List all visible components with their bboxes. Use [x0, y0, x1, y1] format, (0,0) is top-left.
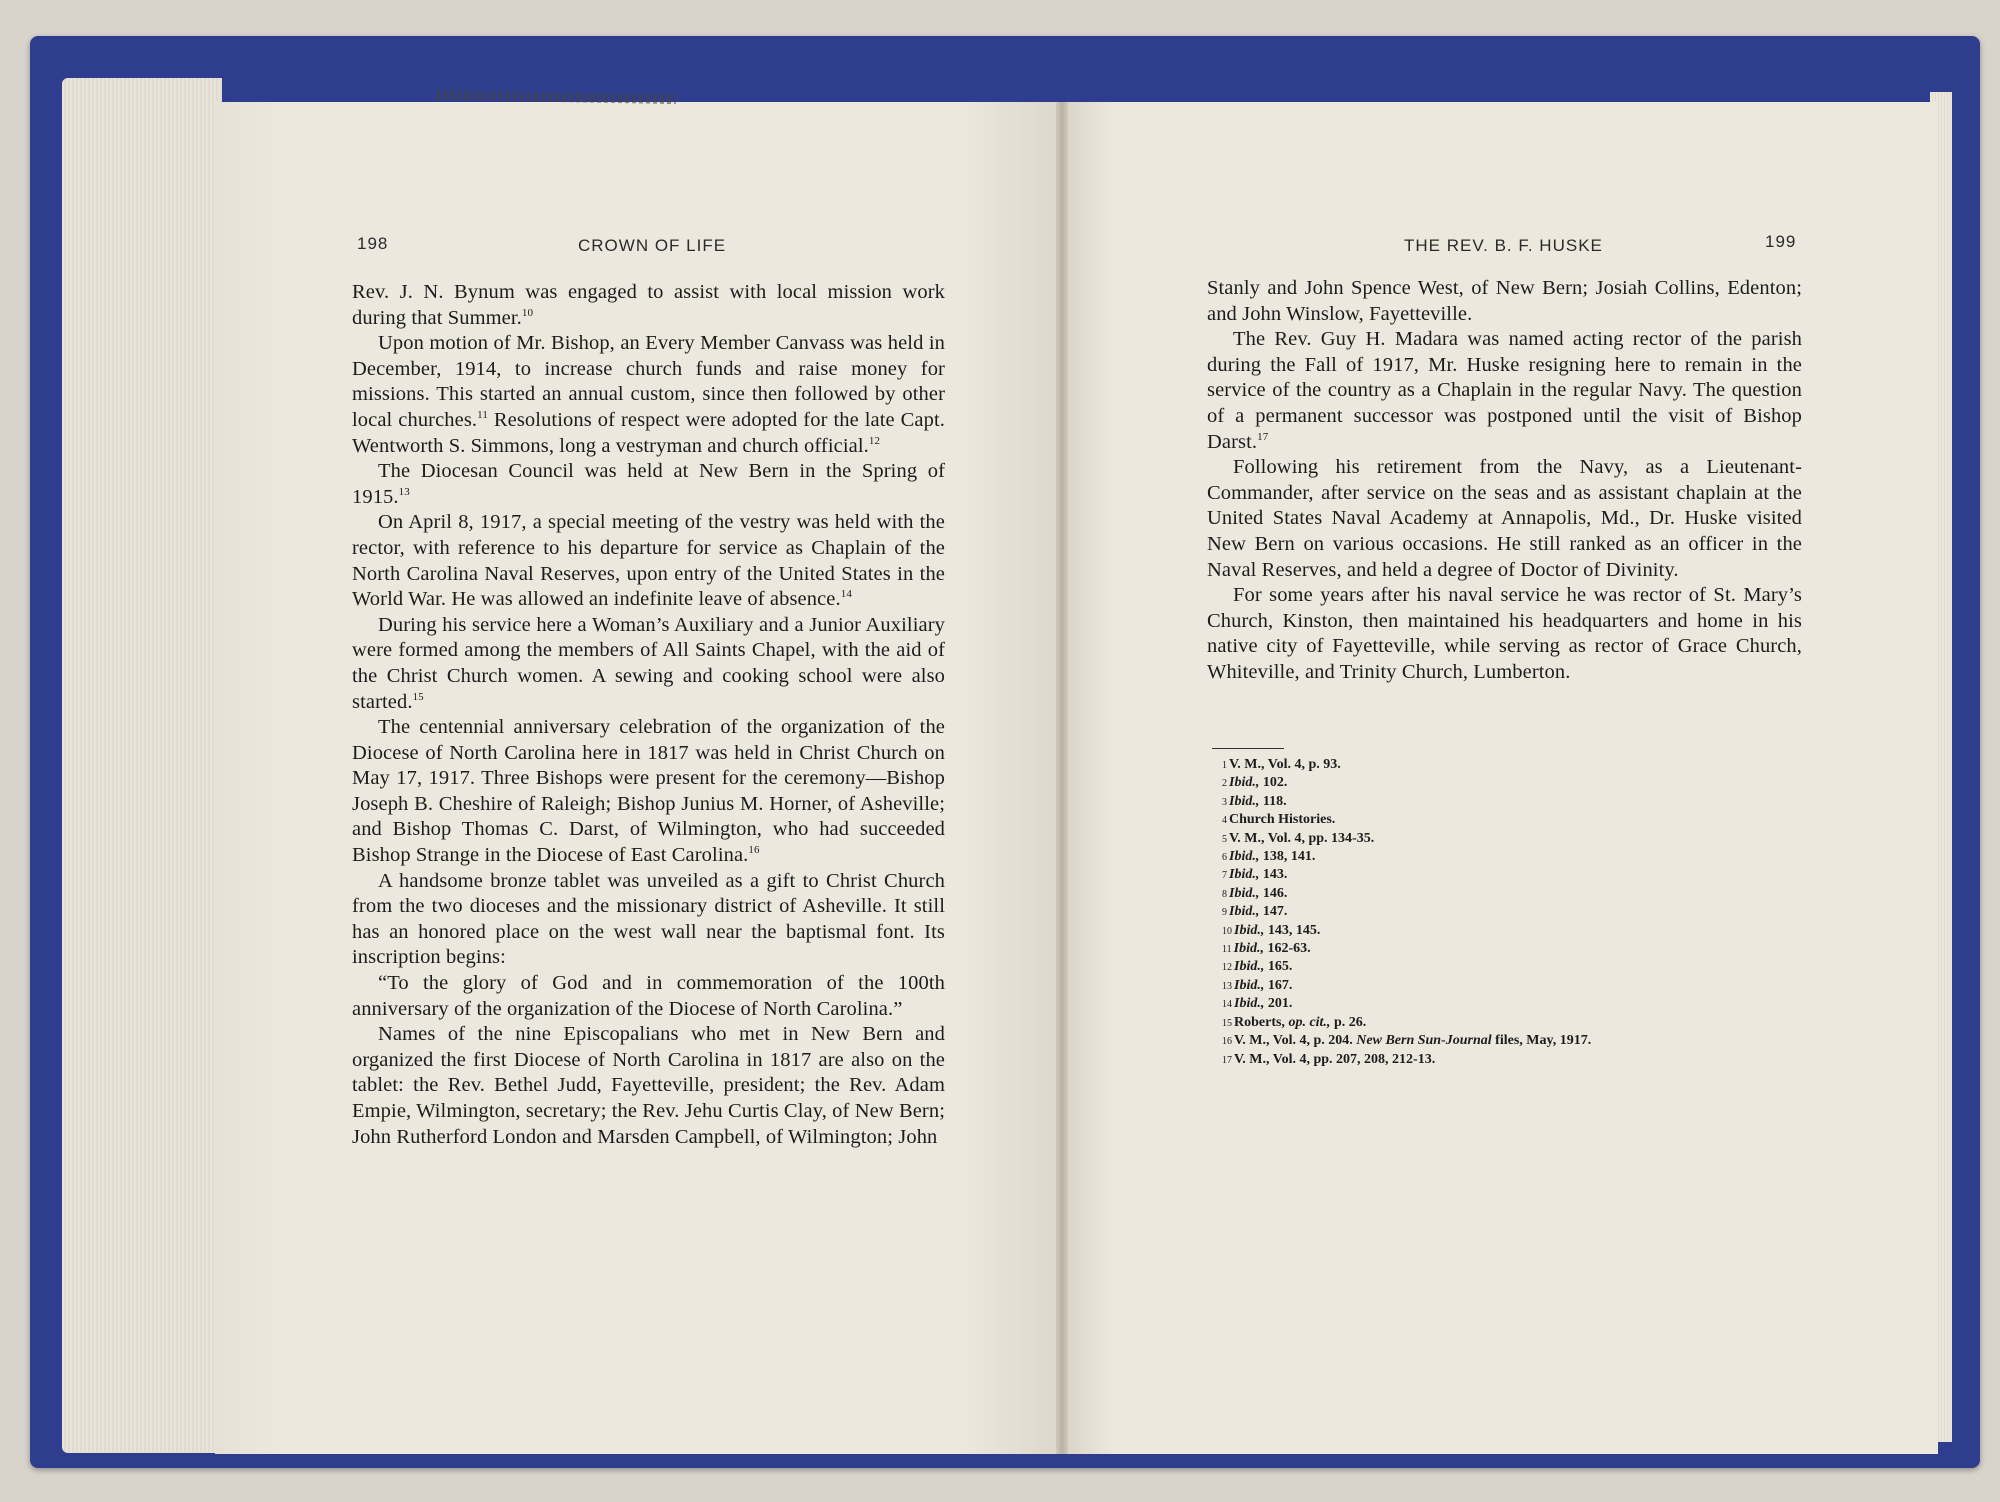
footnote-text: V. M., Vol. 4, p. 93. — [1229, 757, 1341, 772]
footnote-number: 17 — [1222, 1054, 1232, 1066]
footnote-number: 13 — [1222, 980, 1232, 992]
paragraph-text: “To the glory of God and in commemoration of the 100th anniversary of the organization of the Diocese of North Carolina.” — [352, 972, 945, 1020]
note-ref: 16 — [748, 844, 760, 857]
footnote — [1222, 848, 1782, 866]
footnote-text: p. 26. — [1330, 1014, 1367, 1030]
footnote — [1222, 774, 1782, 792]
paragraph — [1207, 276, 1802, 327]
footnote-italic: Ibid., — [1234, 996, 1265, 1012]
footnote-text: V. M., Vol. 4, pp. 134-35. — [1229, 830, 1375, 846]
footnote-number: 14 — [1222, 999, 1232, 1011]
footnote-number: 3 — [1222, 796, 1227, 808]
footnote-number: 6 — [1222, 852, 1227, 864]
paragraph-text: Names of the nine Episcopalians who met in New Bern and organized the first Diocese of North Carolina in 1817 are also on the tablet: the Rev. Bethel Judd, Fayetteville, president; the Rev. Adam Empie, Wilmington, secretary; the Rev. Jehu Curtis Clay, of New Bern; John Rutherford London and Marsden Campbell, of Wilmington; John — [352, 1023, 945, 1148]
footnote-text: 102. — [1259, 775, 1288, 791]
footnote — [1222, 793, 1782, 811]
note-ref: 17 — [1257, 430, 1269, 443]
footnote-text: V. M., Vol. 4, pp. 207, 208, 212-13. — [1234, 1051, 1436, 1067]
footnote — [1222, 903, 1782, 921]
paragraph-text: The centennial anniversary celebration of the organization of the Diocese of North Carolina here in 1817 was held in Christ Church on May 17, 1917. Three Bishops were present for the ceremony—Bishop Joseph B. Cheshire of Raleigh; Bishop Junius M. Horner, of Asheville; and Bishop Thomas C. Darst, of Wilmington, who had succeeded Bishop Strange in the Diocese of East Carolina. — [352, 716, 945, 867]
footnote-text: V. M., Vol. 4, p. 204. — [1234, 1033, 1357, 1049]
footnote-number: 8 — [1222, 888, 1227, 900]
footnote — [1222, 1051, 1782, 1069]
footnote — [1222, 1014, 1782, 1032]
paragraph — [352, 715, 945, 869]
note-ref: 15 — [412, 690, 424, 703]
footnote-number: 15 — [1222, 1017, 1232, 1029]
right-page-body — [1207, 276, 1802, 686]
footnote — [1222, 830, 1782, 848]
paragraph — [352, 331, 945, 459]
left-page-number: 198 — [357, 234, 389, 253]
inscription-quote — [352, 971, 945, 1022]
paragraph-text: During his service here a Woman’s Auxiliary and a Junior Auxiliary were formed among the members of All Saints Chapel, with the aid of the Christ Church women. A sewing and cooking school were also started. — [352, 613, 945, 713]
footnote-number: 10 — [1222, 925, 1232, 937]
footnote-italic: New Bern Sun-Journal — [1356, 1033, 1492, 1049]
paragraph-text: Following his retirement from the Navy, as a Lieutenant-Commander, after service on the seas and as assistant chaplain at the United States Naval Academy at Annapolis, Md., Dr. Huske visited New Bern on various occasions. He still ranked as an officer in the Naval Reserves, and held a degree of Doctor of Divinity. — [1207, 456, 1802, 581]
footnote — [1222, 995, 1782, 1013]
footnote-italic: Ibid., — [1234, 977, 1265, 993]
footnote-italic: Ibid., — [1234, 922, 1265, 938]
footnote-italic: Ibid., — [1229, 849, 1260, 865]
footnote-text: 118. — [1259, 793, 1287, 809]
footnote-number: 7 — [1222, 870, 1227, 882]
paragraph — [1207, 327, 1802, 455]
footnote-italic: Ibid., — [1229, 904, 1260, 920]
footnote-text: 167. — [1264, 977, 1293, 993]
footnote-italic: Ibid., — [1229, 775, 1260, 791]
note-ref: 14 — [840, 588, 852, 601]
footnotes — [1222, 756, 1782, 1069]
footnote-number: 16 — [1222, 1036, 1232, 1048]
left-running-head: CROWN OF LIFE — [578, 236, 727, 255]
footnote-text: files, May, 1917. — [1491, 1033, 1592, 1049]
footnote — [1222, 811, 1782, 829]
right-running-head: THE REV. B. F. HUSKE — [1404, 236, 1603, 255]
footnote — [1222, 958, 1782, 976]
footnote-number: 5 — [1222, 833, 1227, 845]
paragraph-text: Rev. J. N. Bynum was engaged to assist with local mission work during that Summer. — [352, 281, 945, 329]
paragraph-text: The Diocesan Council was held at New Bern in the Spring of 1915. — [352, 460, 945, 508]
footnote — [1222, 866, 1782, 884]
footnote — [1222, 1032, 1782, 1050]
footnote — [1222, 922, 1782, 940]
paragraph — [1207, 455, 1802, 583]
note-ref: 12 — [868, 434, 881, 447]
paragraph-text: The Rev. Guy H. Madara was named acting rector of the parish during the Fall of 1917, Mr. Huske resigning here to remain in the service of the country as a Chaplain in the regular Navy. The question of a permanent successor was postponed until the visit of Bishop Darst. — [1207, 328, 1802, 453]
footnote — [1222, 940, 1782, 958]
footnote-number: 11 — [1222, 944, 1232, 956]
footnote-rule — [1212, 748, 1284, 749]
footnote-italic: op. cit., — [1288, 1014, 1331, 1030]
paragraph-text: For some years after his naval service he was rector of St. Mary’s Church, Kinston, then maintained his headquarters and home in his native city of Fayetteville, while serving as rector of Grace Church, Whiteville, and Trinity Church, Lumberton. — [1207, 584, 1802, 683]
footnote-text: 201. — [1264, 996, 1293, 1012]
paragraph — [352, 459, 945, 510]
footnote-number: 1 — [1222, 760, 1227, 771]
footnote-text: 143, 145. — [1264, 922, 1321, 938]
paragraph-text: Stanly and John Spence West, of New Bern; Josiah Collins, Edenton; and John Winslow, Fayetteville. — [1207, 277, 1802, 325]
footnote-italic: Ibid., — [1234, 959, 1265, 975]
footnote-number: 2 — [1222, 778, 1227, 790]
paragraph-text: Upon motion of Mr. Bishop, an Every Member Canvass was held in December, 1914, to increase church funds and raise money for missions. This started an annual custom, since then followed by other local churches. — [352, 332, 945, 431]
book-gutter — [1056, 102, 1068, 1454]
footnote-italic: Ibid., — [1229, 885, 1260, 901]
footnote — [1222, 756, 1782, 774]
paragraph — [352, 280, 945, 331]
footnote-italic: Ibid., — [1233, 941, 1264, 957]
left-page-body — [352, 280, 945, 1150]
footnote-text: 143. — [1259, 867, 1288, 883]
footnote-text: Roberts, — [1234, 1014, 1289, 1030]
footnote-text: 165. — [1264, 959, 1293, 975]
footnote-italic: Ibid., — [1229, 867, 1260, 883]
right-page-number: 199 — [1765, 232, 1797, 251]
paragraph-text: Resolutions of respect were adopted for the late Capt. Wentworth S. Simmons, long a vestryman and church official. — [352, 408, 945, 457]
footnote-text: Church Histories. — [1229, 812, 1336, 828]
page-edges-left — [62, 78, 222, 1453]
paragraph — [352, 613, 945, 715]
footnote-text: 162-63. — [1263, 941, 1311, 957]
note-ref: 11 — [477, 409, 488, 422]
paragraph — [352, 869, 945, 971]
footnote — [1222, 977, 1782, 995]
footnote-number: 4 — [1222, 815, 1227, 827]
paragraph — [1207, 583, 1802, 685]
note-ref: 13 — [398, 485, 410, 498]
footnote-number: 9 — [1222, 907, 1227, 919]
footnote-number: 12 — [1222, 962, 1232, 974]
footnote-text: 146. — [1259, 885, 1288, 901]
paragraph-text: On April 8, 1917, a special meeting of the vestry was held with the rector, with reference to his departure for service as Chaplain of the North Carolina Naval Reserves, upon entry of the United States in the World War. He was allowed an indefinite leave of absence. — [352, 511, 945, 611]
footnote-text: 138, 141. — [1259, 849, 1316, 865]
footnote — [1222, 885, 1782, 903]
note-ref: 10 — [521, 306, 534, 319]
paragraph-text: A handsome bronze tablet was unveiled as a gift to Christ Church from the two dioceses and the missionary district of Asheville. It still has an honored place on the west wall near the baptismal font. Its inscription begins: — [352, 869, 945, 969]
paragraph — [352, 510, 945, 612]
footnote-text: 147. — [1259, 904, 1288, 920]
paragraph — [352, 1022, 945, 1150]
footnote-italic: Ibid., — [1229, 793, 1260, 809]
